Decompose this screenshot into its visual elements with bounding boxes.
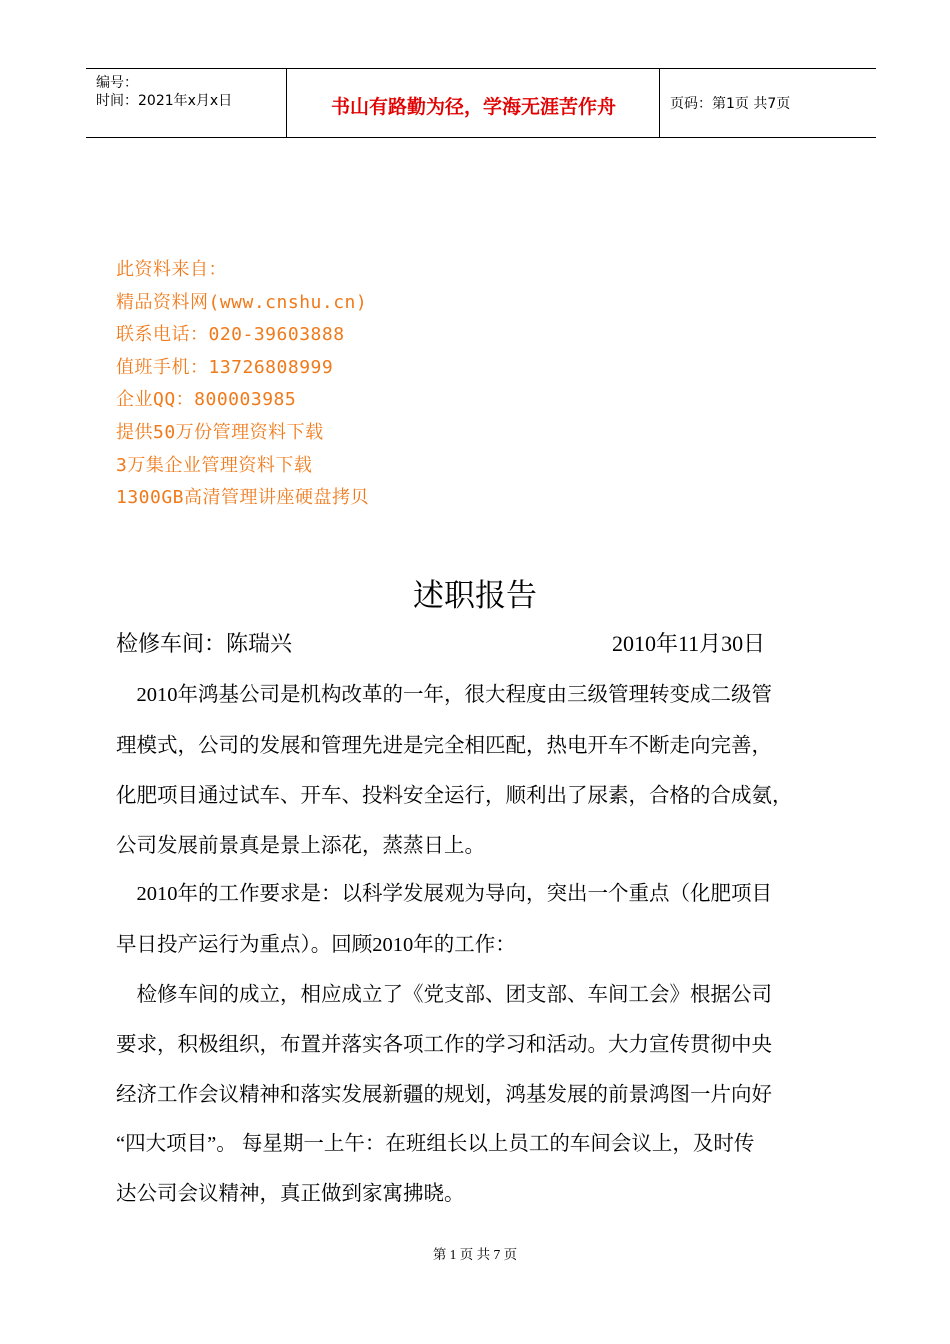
- body-line: 经济工作会议精神和落实发展新疆的规划，鸿基发展的前景鸿图一片向好: [116, 1084, 772, 1106]
- source-line: 联系电话：020-39603888: [116, 324, 345, 346]
- code-label: 编号：: [96, 75, 138, 91]
- header-page-cell: [660, 69, 876, 137]
- header-motto-cell: [287, 69, 660, 137]
- body-line: 2010年的工作要求是：以科学发展观为导向，突出一个重点（化肥项目: [116, 883, 772, 905]
- body-line: “四大项目”。 每星期一上午：在班组长以上员工的车间会议上，及时传: [116, 1133, 755, 1155]
- page-info: 页码：第1页 共7页: [670, 96, 791, 112]
- body-line: 公司发展前景真是景上添花，蒸蒸日上。: [116, 835, 485, 857]
- body-line: 检修车间的成立，相应成立了《党支部、团支部、车间工会》根据公司: [116, 984, 772, 1006]
- source-info-block: [116, 254, 369, 515]
- body-line: 2010年鸿基公司是机构改革的一年，很大程度由三级管理转变成二级管: [116, 684, 772, 706]
- source-line: 值班手机：13726808999: [116, 356, 334, 378]
- body-line: 达公司会议精神，真正做到家寓拂晓。: [116, 1183, 465, 1205]
- body-line: 早日投产运行为重点）。回顾2010年的工作：: [116, 934, 516, 956]
- body-line: 要求，积极组织，布置并落实各项工作的学习和活动。大力宣传贯彻中央: [116, 1034, 772, 1056]
- header-meta-cell: [86, 69, 287, 137]
- source-line: 此资料来自：: [116, 259, 227, 280]
- source-line: 1300GB高清管理讲座硬盘拷贝: [116, 487, 370, 509]
- page-footer: 第 1 页 共 7 页: [432, 1247, 518, 1262]
- motto: 书山有路勤为径，学海无涯苦作舟: [330, 96, 616, 118]
- body-line: 理模式，公司的发展和管理先进是完全相匹配，热电开车不断走向完善，: [116, 735, 772, 757]
- time-label: 时间：2021年x月x日: [96, 93, 233, 109]
- header-table: [86, 68, 876, 138]
- source-line: 3万集企业管理资料下载: [116, 454, 313, 476]
- source-line: 精品资料网(www.cnshu.cn): [116, 291, 368, 313]
- department-author: 检修车间：陈瑞兴: [116, 631, 293, 656]
- document-title: 述职报告: [413, 578, 537, 613]
- source-line: 提供50万份管理资料下载: [116, 421, 324, 443]
- source-line: 企业QQ：800003985: [116, 389, 297, 411]
- body-line: 化肥项目通过试车、开车、投料安全运行，顺利出了尿素，合格的合成氨，: [116, 785, 793, 807]
- report-date: 2010年11月30日: [612, 631, 766, 656]
